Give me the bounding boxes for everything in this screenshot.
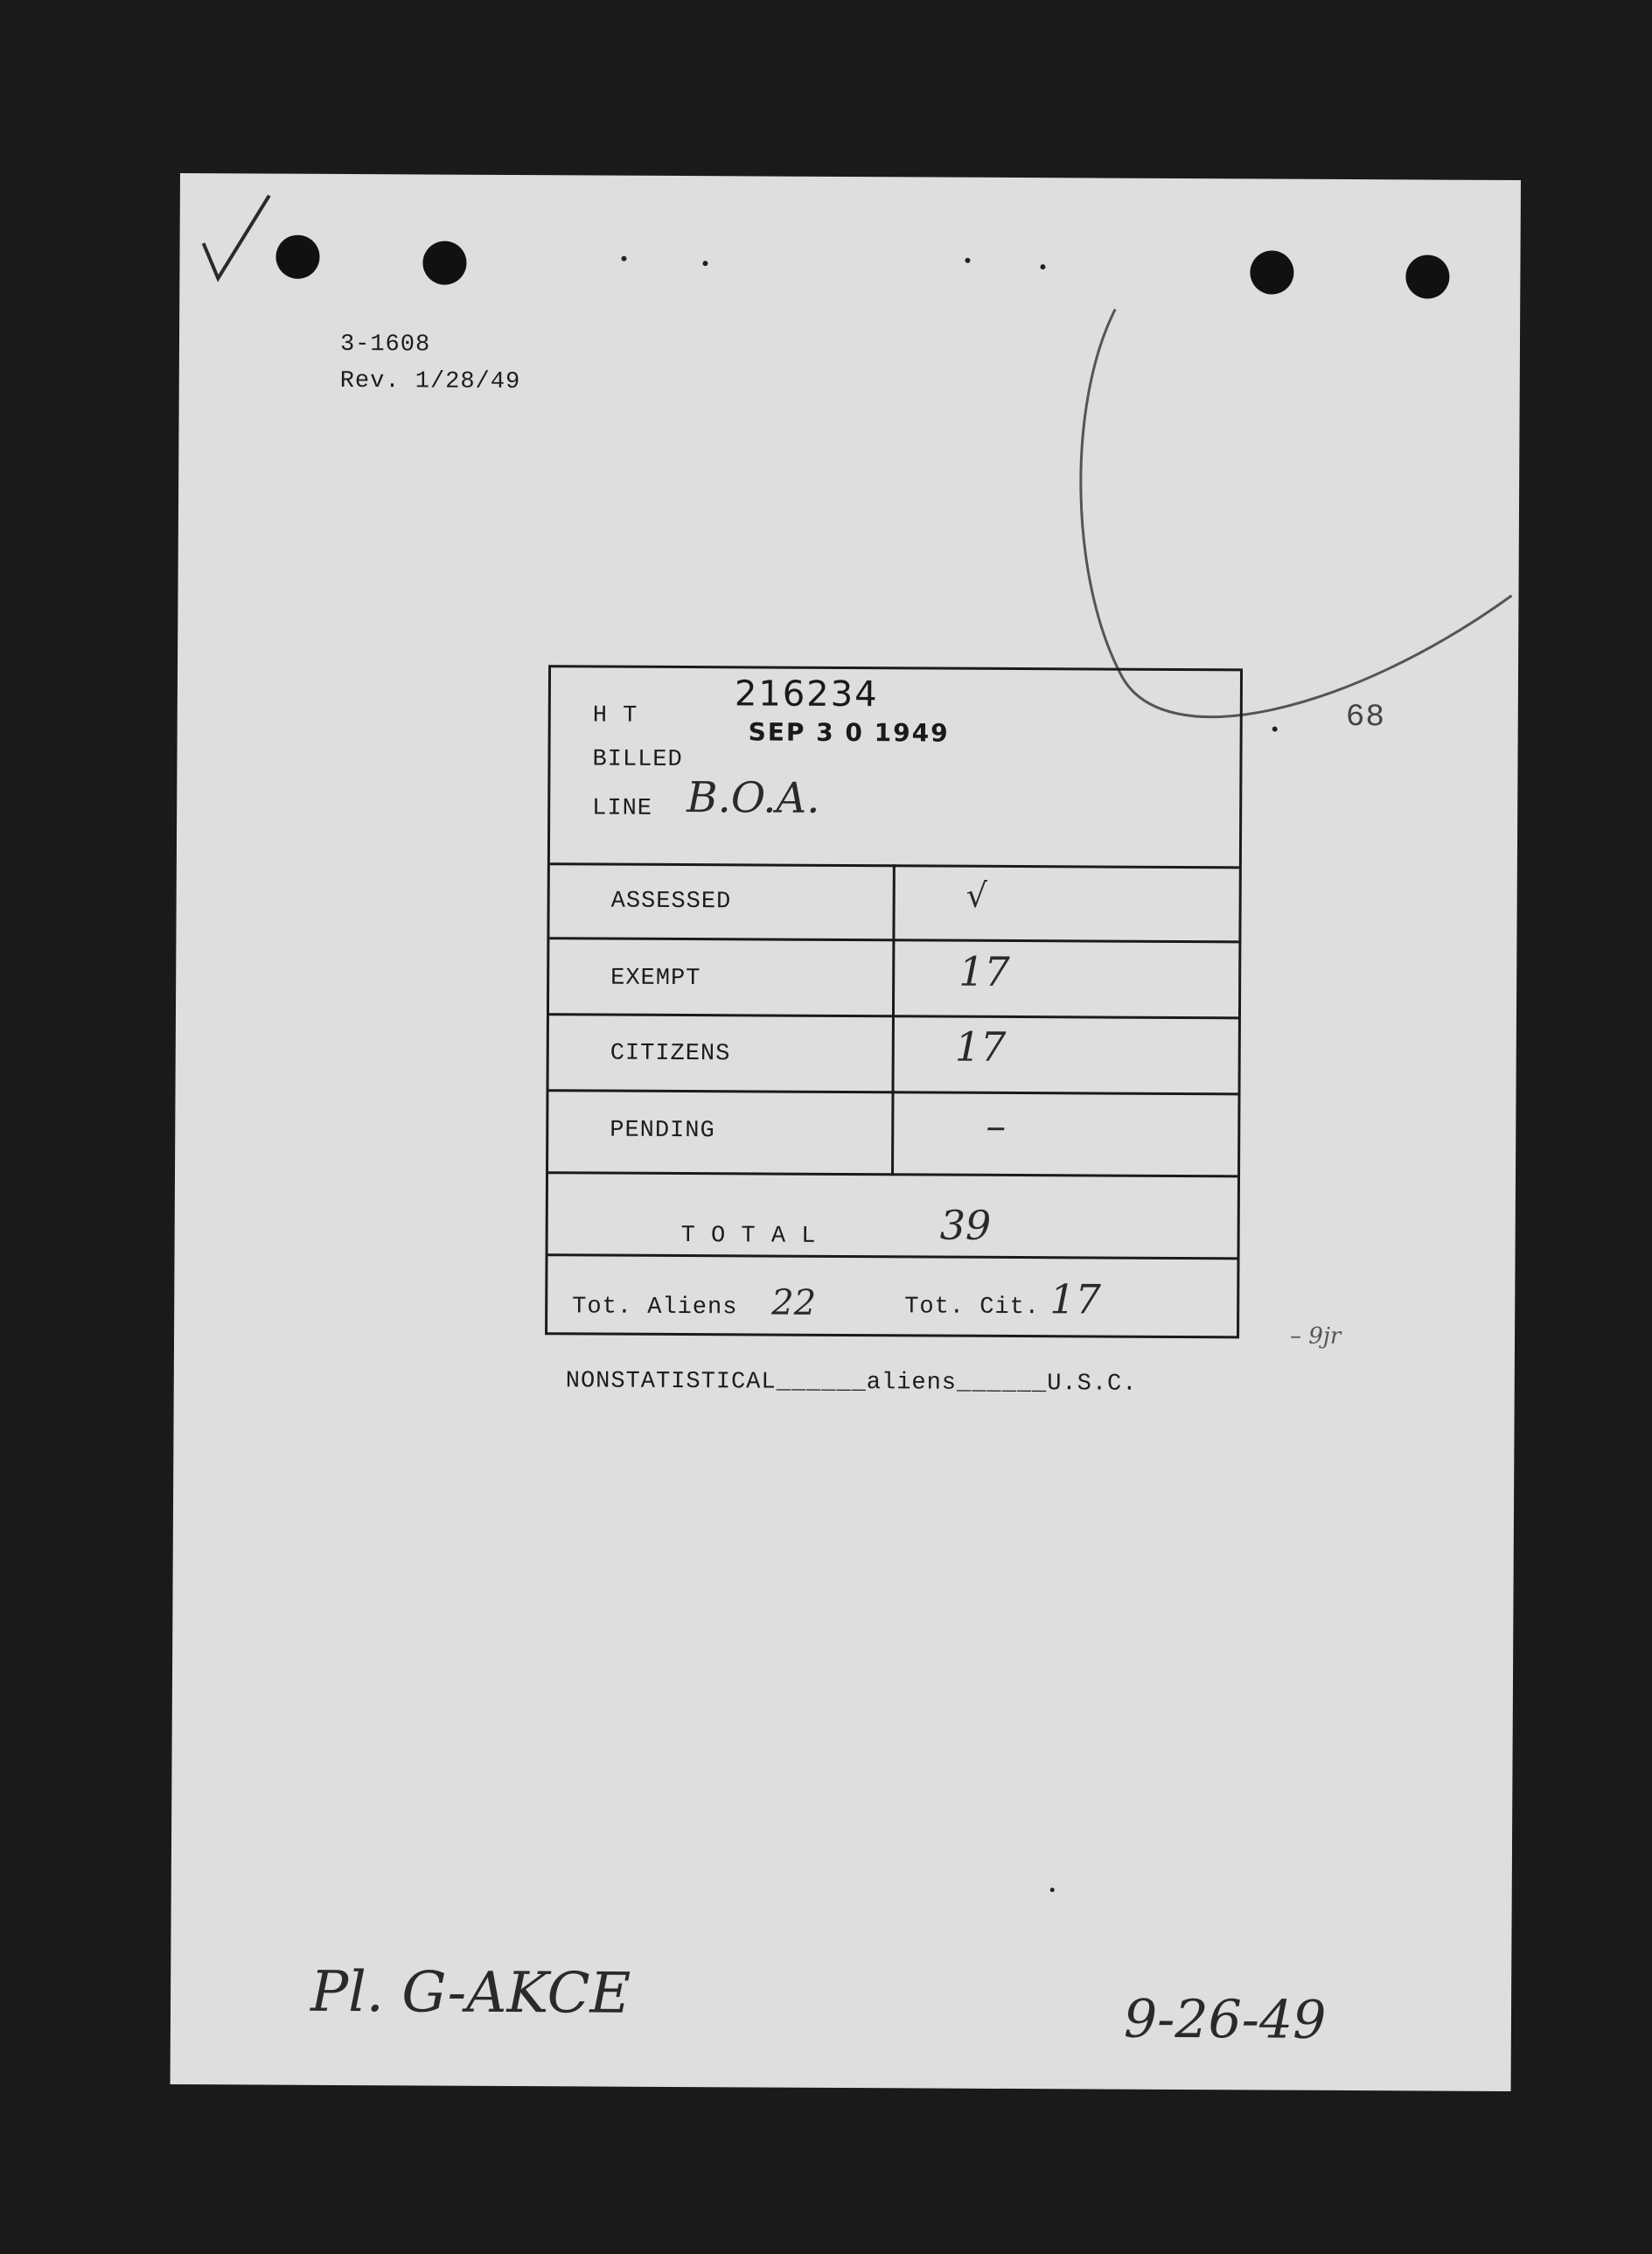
punch-hole	[275, 235, 319, 279]
ht-label: H T	[592, 702, 638, 729]
total-aliens-label: Tot. Aliens	[572, 1294, 738, 1322]
speck	[1040, 264, 1045, 269]
punch-hole	[422, 241, 466, 284]
date-stamp: SEP 3 0 1949	[748, 717, 950, 748]
row-value-citizens: 17	[954, 1022, 1007, 1071]
nonstatistical-line: NONSTATISTICAL______aliens______U.S.C.	[565, 1368, 1138, 1398]
total-citizens-label: Tot. Cit.	[904, 1294, 1041, 1322]
form-number: 3-1608	[339, 331, 431, 359]
billed-label: BILLED	[592, 746, 683, 774]
speck	[621, 256, 626, 262]
row-value-pending: –	[986, 1101, 1007, 1149]
row-label-pending: PENDING	[610, 1117, 715, 1145]
total-citizens-value: 17	[1049, 1275, 1101, 1323]
document-page	[171, 173, 1521, 2091]
row-label-exempt: EXEMPT	[610, 965, 701, 993]
speck	[965, 258, 970, 263]
line-value: B.O.A.	[687, 773, 820, 823]
divider	[548, 1253, 1237, 1260]
punch-hole	[1405, 255, 1449, 298]
form-revision: Rev. 1/28/49	[339, 367, 521, 396]
speck	[1050, 1888, 1055, 1892]
footer-left-handwriting: Pl. G-AKCE	[310, 1959, 631, 2027]
punch-hole	[1250, 250, 1293, 294]
row-label-assessed: ASSESSED	[610, 888, 732, 916]
side-number: 68	[1345, 698, 1386, 736]
row-value-assessed: √	[965, 876, 988, 915]
total-aliens-value: 22	[771, 1282, 817, 1323]
speck	[702, 261, 708, 266]
line-label: LINE	[592, 795, 653, 822]
speck	[1272, 727, 1278, 732]
total-label: T O T A L	[680, 1223, 817, 1250]
total-value: 39	[939, 1201, 992, 1249]
manifest-form-box	[545, 665, 1243, 1338]
row-value-exempt: 17	[958, 947, 1010, 995]
check-mark-icon	[199, 191, 278, 287]
column-divider	[891, 864, 896, 1176]
margin-mark: – 9jr	[1289, 1322, 1342, 1350]
footer-right-handwriting: 9-26-49	[1123, 1988, 1327, 2051]
row-label-citizens: CITIZENS	[610, 1040, 731, 1068]
serial-number: 216234	[734, 673, 879, 715]
